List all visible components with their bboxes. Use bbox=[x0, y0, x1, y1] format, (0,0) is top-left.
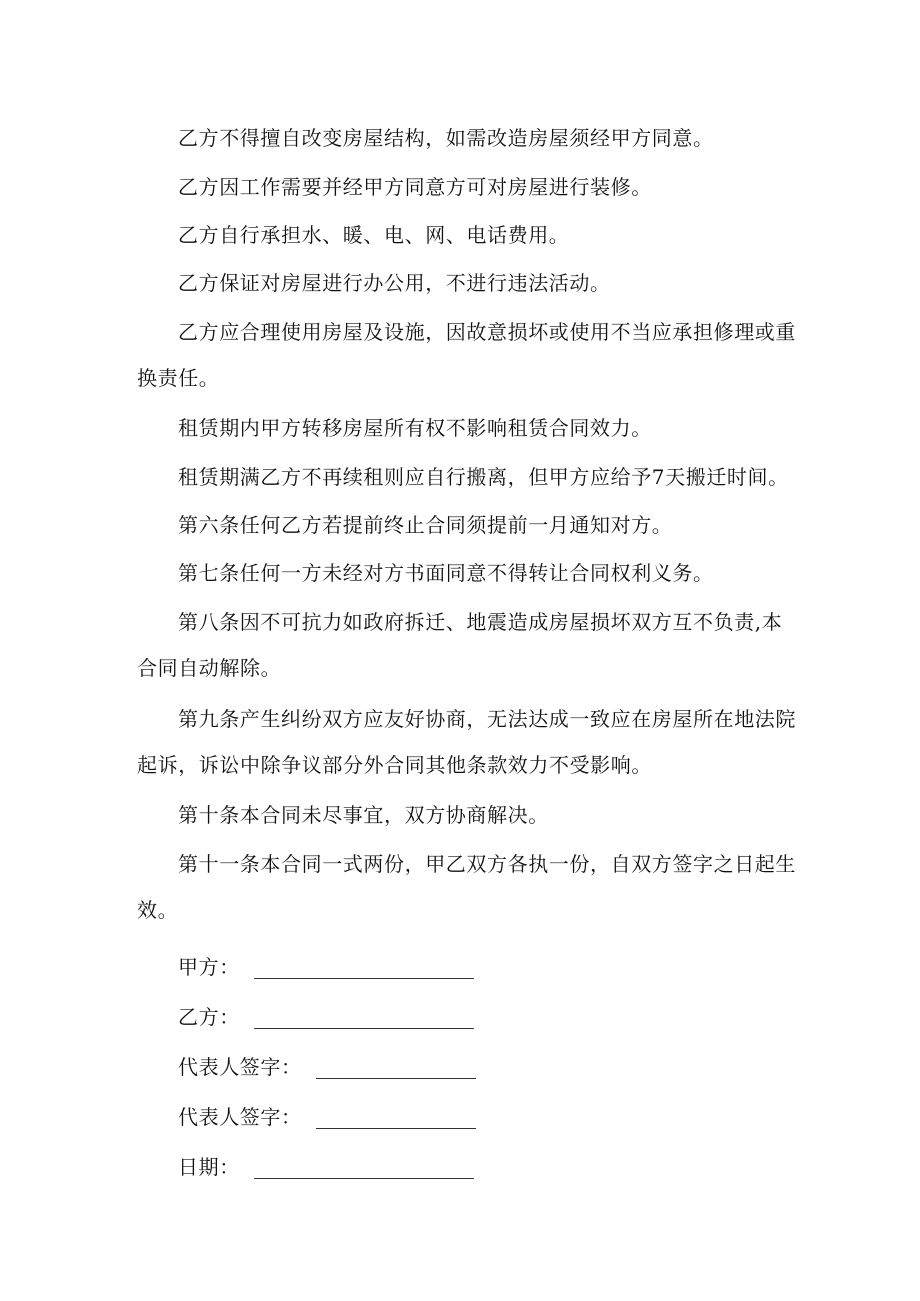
clause-utilities: 乙方自行承担水、暖、电、网、电话费用。 bbox=[178, 223, 570, 247]
party-b-label: 乙方： bbox=[178, 1005, 240, 1029]
signature-party-b bbox=[178, 1002, 474, 1032]
representative-2-label: 代表人签字： bbox=[178, 1105, 302, 1129]
clause-ownership-transfer: 租赁期内甲方转移房屋所有权不影响租赁合同效力。 bbox=[178, 416, 652, 440]
clause-facility-care: 乙方应合理使用房屋及设施，因故意损坏或使用不当应承担修理或重换责任。 bbox=[137, 320, 796, 390]
clause-article-6: 第六条任何乙方若提前终止合同须提前一月通知对方。 bbox=[178, 513, 673, 537]
clause-article-7: 第七条任何一方未经对方书面同意不得转让合同权利义务。 bbox=[178, 561, 714, 585]
clause-article-9: 第九条产生纠纷双方应友好协商，无法达成一致应在房屋所在地法院起诉，诉讼中除争议部分外合同其他条款效力不受影响。 bbox=[137, 707, 796, 777]
clause-office-use: 乙方保证对房屋进行办公用，不进行违法活动。 bbox=[178, 271, 611, 295]
date-label: 日期： bbox=[178, 1155, 240, 1179]
representative-1-signature-line[interactable] bbox=[316, 1056, 476, 1079]
representative-2-signature-line[interactable] bbox=[316, 1106, 476, 1129]
date-line[interactable] bbox=[254, 1156, 474, 1179]
clause-article-11: 第十一条本合同一式两份，甲乙双方各执一份，自双方签字之日起生效。 bbox=[137, 852, 796, 922]
signature-representative-2 bbox=[178, 1102, 476, 1132]
signature-date bbox=[178, 1152, 474, 1182]
representative-1-label: 代表人签字： bbox=[178, 1055, 302, 1079]
clause-no-alteration: 乙方不得擅自改变房屋结构，如需改造房屋须经甲方同意。 bbox=[178, 126, 714, 150]
signature-party-a bbox=[178, 952, 474, 982]
clause-article-8: 第八条因不可抗力如政府拆迁、地震造成房屋损坏双方互不负责,本合同自动解除。 bbox=[137, 610, 783, 680]
party-a-signature-line[interactable] bbox=[254, 956, 474, 979]
signature-representative-1 bbox=[178, 1052, 476, 1082]
clause-article-10: 第十条本合同未尽事宜，双方协商解决。 bbox=[178, 803, 549, 827]
party-a-label: 甲方： bbox=[178, 955, 240, 979]
clause-renovation: 乙方因工作需要并经甲方同意方可对房屋进行装修。 bbox=[178, 175, 652, 199]
party-b-signature-line[interactable] bbox=[254, 1006, 474, 1029]
clause-lease-expiry: 租赁期满乙方不再续租则应自行搬离，但甲方应给予7天搬迁时间。 bbox=[178, 465, 789, 489]
